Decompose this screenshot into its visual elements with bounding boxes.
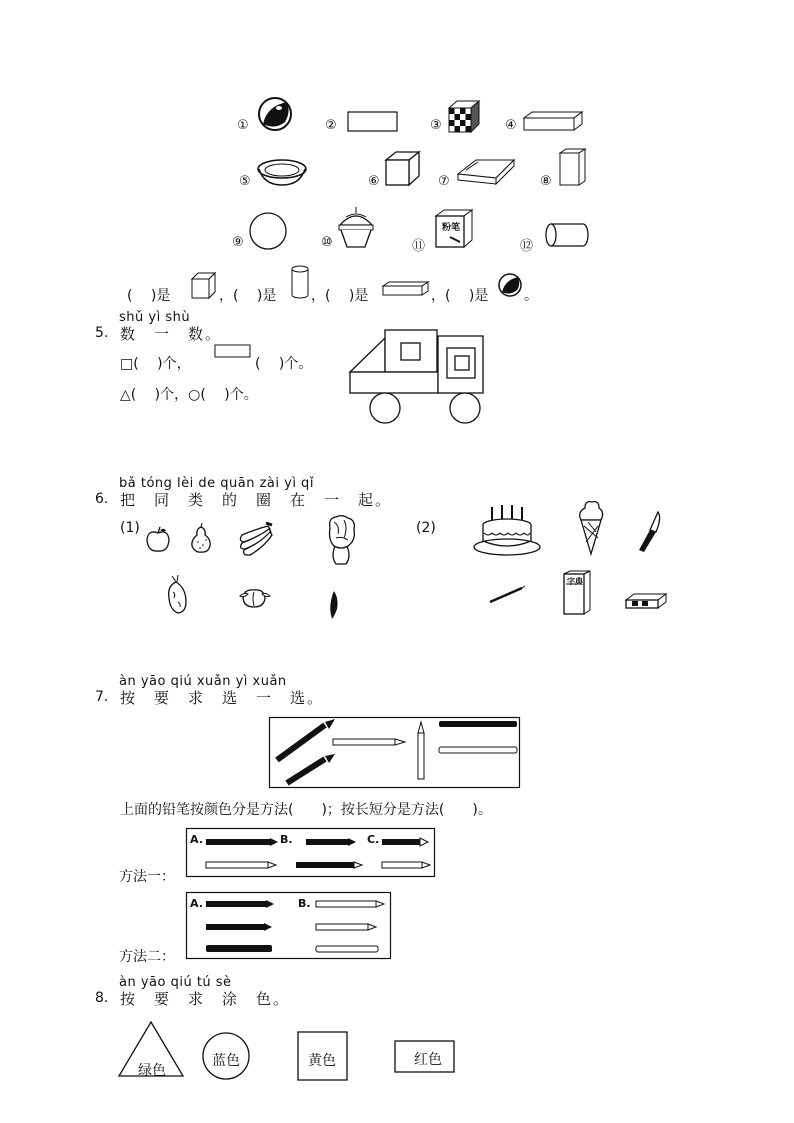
ice-cream-icon	[575, 498, 605, 556]
label-8: ⑧	[540, 174, 552, 189]
flat-box-small-icon	[382, 281, 430, 297]
triangle-color-label: 绿色	[138, 1063, 166, 1079]
q7-question[interactable]: 上面的铅笔按颜色分是方法( )；按长短分是方法( )。	[120, 802, 492, 818]
label-1: ①	[237, 118, 249, 133]
rectangle-small-icon	[214, 344, 252, 358]
label-12: ⑫	[520, 239, 534, 254]
m1-label-b: B.	[280, 833, 293, 846]
sweet-potato-icon	[164, 574, 192, 616]
q5-title: 数 一 数。	[120, 325, 223, 343]
pear-icon	[189, 522, 213, 554]
q8-number: 8.	[95, 990, 109, 1006]
label-10: ⑩	[321, 235, 333, 250]
bananas-icon	[236, 521, 276, 557]
apple-icon	[145, 526, 171, 554]
circle-color-label: 蓝色	[212, 1053, 240, 1069]
truck-picture	[345, 326, 495, 428]
knife-icon	[636, 510, 664, 554]
q6-part1: (1)	[120, 520, 140, 536]
lantern-icon	[336, 205, 378, 251]
chalk-box-label: 粉笔	[442, 223, 461, 233]
q5-tri-circle-count[interactable]: △( )个，○( )个。	[120, 387, 258, 403]
q5-number: 5.	[95, 325, 109, 341]
answer-blank-4[interactable]: ，( )是	[431, 288, 489, 304]
peach-icon	[238, 584, 272, 610]
q6-part2: (2)	[416, 520, 436, 536]
q8-pinyin: àn yāo qiú tú sè	[119, 975, 232, 990]
ball-icon	[257, 96, 297, 136]
eraser-icon	[624, 592, 668, 610]
q6-title: 把 同 类 的 圈 在 一 起。	[120, 491, 393, 509]
label-7: ⑦	[438, 174, 450, 189]
answer-blank-2[interactable]: ，( )是	[219, 288, 277, 304]
circle-icon	[249, 212, 289, 252]
q6-pinyin: bǎ tóng lèi de quān zài yì qǐ	[119, 476, 314, 491]
method1-label: 方法一：	[119, 869, 175, 885]
pencil-icon	[488, 585, 526, 605]
answer-end: 。	[524, 288, 538, 304]
label-5: ⑤	[239, 174, 251, 189]
rectangle-icon	[347, 111, 399, 133]
m1-label-a: A.	[190, 833, 203, 846]
leaf-icon	[327, 589, 341, 621]
book-icon	[456, 158, 518, 188]
q8-title: 按 要 求 涂 色。	[120, 990, 291, 1008]
label-9: ⑨	[232, 235, 244, 250]
m2-label-b: B.	[298, 897, 311, 910]
label-2: ②	[325, 118, 337, 133]
q7-title: 按 要 求 选 一 选。	[120, 689, 325, 707]
flat-box-icon	[522, 110, 584, 132]
q5-square-count[interactable]: □( )个，	[120, 356, 191, 372]
answer-blank-3[interactable]: ，( )是	[311, 288, 369, 304]
m1-label-c: C.	[367, 833, 380, 846]
label-11: ⑪	[412, 239, 426, 254]
q5-pinyin: shǔ yì shù	[119, 310, 191, 325]
ball-small-icon	[498, 273, 524, 299]
tall-box-icon	[558, 147, 588, 187]
q7-number: 7.	[95, 689, 109, 705]
label-4: ④	[505, 118, 517, 133]
cake-icon	[472, 503, 542, 559]
label-6: ⑥	[368, 174, 380, 189]
rectangle-color-label: 红色	[414, 1052, 442, 1068]
answer-blank-1[interactable]: ( )是	[127, 288, 171, 304]
rubiks-cube-icon	[447, 100, 481, 134]
plate-icon	[256, 157, 310, 189]
cabbage-icon	[326, 514, 358, 566]
q6-number: 6.	[95, 491, 109, 507]
cylinder-icon	[543, 222, 589, 250]
m2-label-a: A.	[190, 897, 203, 910]
method2-box	[186, 892, 392, 960]
cube-small-icon	[191, 272, 217, 300]
q7-pinyin: àn yāo qiú xuǎn yì xuǎn	[119, 674, 287, 689]
square-color-label: 黄色	[308, 1053, 336, 1069]
q5-rect-count[interactable]: ( )个。	[255, 356, 313, 372]
dictionary-label: 字典	[567, 577, 583, 586]
method1-box	[186, 828, 436, 878]
cylinder-tall-small-icon	[290, 264, 310, 300]
method2-label: 方法二：	[119, 949, 175, 965]
cube-icon	[384, 150, 422, 188]
pencils-picture	[269, 717, 521, 789]
label-3: ③	[430, 118, 442, 133]
